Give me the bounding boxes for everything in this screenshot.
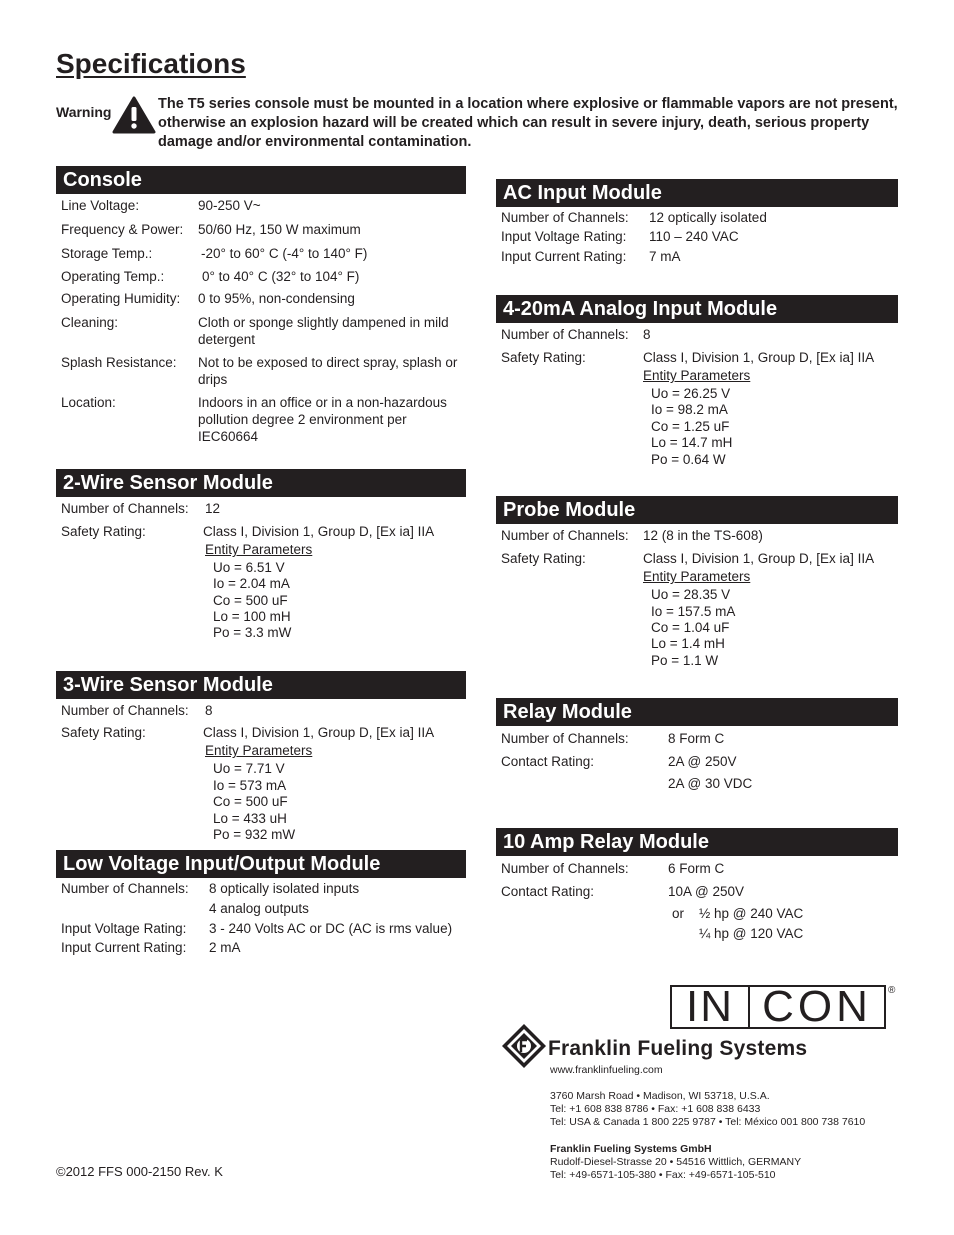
channels-value: 8 Form C <box>668 731 725 746</box>
ac-input-heading: AC Input Module <box>496 179 898 207</box>
channels-value: 12 optically isolated <box>649 210 767 225</box>
spec-label: Storage Temp.: <box>61 246 153 261</box>
spec-label: Frequency & Power: <box>61 222 184 237</box>
franklin-fueling-logo-icon <box>501 1023 547 1069</box>
entity-param: Po = 3.3 mW <box>213 625 292 640</box>
spec-label: Line Voltage: <box>61 198 140 213</box>
input-voltage-value: 3 - 240 Volts AC or DC (AC is rms value) <box>209 921 453 936</box>
spec-value: Not to be exposed to direct spray, splash or drips <box>198 355 458 387</box>
entity-param: Io = 2.04 mA <box>213 576 290 591</box>
input-voltage-value: 110 – 240 VAC <box>649 229 739 244</box>
entity-param: Lo = 14.7 mH <box>651 435 733 450</box>
relay10-heading: 10 Amp Relay Module <box>496 828 898 856</box>
three-wire-heading: 3-Wire Sensor Module <box>56 671 466 699</box>
de-phone: Tel: +49-6571-105-380 • Fax: +49-6571-105-510 <box>550 1169 776 1181</box>
warning-text: The T5 series console must be mounted in a location where explosive or flammable vapors are not present, otherwise an explosion hazard will be created which can result in severe injury, death, serious property damage and/or environmental contamination. <box>158 96 898 150</box>
entity-param: Io = 98.2 mA <box>651 402 728 417</box>
entity-param: Io = 573 mA <box>213 778 287 793</box>
company-name: Franklin Fueling Systems <box>548 1037 808 1060</box>
channels-label: Number of Channels: <box>61 881 189 896</box>
website-link[interactable]: www.franklinfueling.com <box>550 1064 663 1076</box>
channels-value: 12 (8 in the TS-608) <box>643 528 763 543</box>
entity-parameters-label: Entity Parameters <box>643 368 751 383</box>
entity-param: Uo = 6.51 V <box>213 560 285 575</box>
spec-value: 0 to 95%, non-condensing <box>198 291 355 306</box>
channels-label: Number of Channels: <box>501 731 629 746</box>
spec-value: Indoors in an office or in a non-hazardous pollution degree 2 environment per IEC60664 <box>198 395 447 444</box>
entity-param: Io = 157.5 mA <box>651 604 736 619</box>
spec-label: Splash Resistance: <box>61 355 177 370</box>
relay-heading: Relay Module <box>496 698 898 726</box>
contact-rating-value: 10A @ 250V <box>668 884 745 899</box>
us-phone: Tel: +1 608 838 8786 • Fax: +1 608 838 6433 <box>550 1103 761 1115</box>
channels-label: Number of Channels: <box>61 501 189 516</box>
incon-logo-in: IN <box>672 987 750 1027</box>
spec-value: -20° to 60° C (-4° to 140° F) <box>201 246 368 261</box>
spec-label: Operating Humidity: <box>61 291 181 306</box>
entity-param: Lo = 433 uH <box>213 811 287 826</box>
entity-param: Co = 1.25 uF <box>651 419 730 434</box>
safety-value: Class I, Division 1, Group D, [Ex ia] IIA <box>203 725 435 740</box>
de-address: Rudolf-Diesel-Strasse 20 • 54516 Wittlich, GERMANY <box>550 1156 802 1168</box>
or-label: or <box>672 906 685 921</box>
channels-value: 12 <box>205 501 221 516</box>
spec-value: 0° to 40° C (32° to 104° F) <box>202 269 360 284</box>
safety-label: Safety Rating: <box>61 725 146 740</box>
input-current-label: Input Current Rating: <box>61 940 187 955</box>
console-heading: Console <box>56 166 466 194</box>
warning-icon <box>112 96 156 134</box>
channels-label: Number of Channels: <box>501 210 629 225</box>
channels-value: 4 analog outputs <box>209 901 309 916</box>
channels-value: 6 Form C <box>668 861 725 876</box>
entity-param: Co = 1.04 uF <box>651 620 730 635</box>
entity-param: Lo = 100 mH <box>213 609 291 624</box>
registered-mark: ® <box>888 985 896 996</box>
safety-label: Safety Rating: <box>501 551 586 566</box>
entity-param: Uo = 26.25 V <box>651 386 731 401</box>
probe-heading: Probe Module <box>496 496 898 524</box>
spec-label: Operating Temp.: <box>61 269 165 284</box>
us-tollfree: Tel: USA & Canada 1 800 225 9787 • Tel: México 001 800 738 7610 <box>550 1116 866 1128</box>
input-current-value: 7 mA <box>649 249 681 264</box>
safety-label: Safety Rating: <box>61 524 146 539</box>
spec-value: Cloth or sponge slightly dampened in mild detergent <box>198 315 449 347</box>
spec-value: 50/60 Hz, 150 W maximum <box>198 222 361 237</box>
incon-logo <box>670 982 886 1031</box>
entity-parameters-label: Entity Parameters <box>643 569 751 584</box>
gmbh-name: Franklin Fueling Systems GmbH <box>550 1143 712 1155</box>
page-title: Specifications <box>56 48 246 79</box>
input-voltage-label: Input Voltage Rating: <box>501 229 627 244</box>
safety-value: Class I, Division 1, Group D, [Ex ia] IIA <box>203 524 435 539</box>
contact-rating-value: 2A @ 30 VDC <box>668 776 753 791</box>
contact-rating-value: 2A @ 250V <box>668 754 737 769</box>
safety-value: Class I, Division 1, Group D, [Ex ia] IIA <box>643 551 875 566</box>
contact-rating-label: Contact Rating: <box>501 884 595 899</box>
entity-param: Po = 0.64 W <box>651 452 726 467</box>
entity-param: Uo = 28.35 V <box>651 587 731 602</box>
us-address: 3760 Marsh Road • Madison, WI 53718, U.S.A. <box>550 1090 770 1102</box>
contact-rating-value: ¼ hp @ 120 VAC <box>699 926 804 941</box>
input-current-value: 2 mA <box>209 940 241 955</box>
entity-param: Po = 932 mW <box>213 827 296 842</box>
entity-param: Co = 500 uF <box>213 794 288 809</box>
entity-param: Uo = 7.71 V <box>213 761 285 776</box>
entity-parameters-label: Entity Parameters <box>205 743 313 758</box>
copyright: ©2012 FFS 000-2150 Rev. K <box>56 1164 223 1179</box>
channels-value: 8 <box>643 327 651 342</box>
channels-value: 8 optically isolated inputs <box>209 881 360 896</box>
warning-label: Warning <box>56 104 112 120</box>
spec-label: Location: <box>61 395 116 410</box>
input-voltage-label: Input Voltage Rating: <box>61 921 187 936</box>
channels-value: 8 <box>205 703 213 718</box>
entity-param: Lo = 1.4 mH <box>651 636 725 651</box>
safety-value: Class I, Division 1, Group D, [Ex ia] IIA <box>643 350 875 365</box>
spec-value: 90-250 V~ <box>198 198 261 213</box>
low-voltage-heading: Low Voltage Input/Output Module <box>56 850 466 878</box>
channels-label: Number of Channels: <box>501 861 629 876</box>
channels-label: Number of Channels: <box>501 327 629 342</box>
entity-parameters-label: Entity Parameters <box>205 542 313 557</box>
incon-logo-con: CON <box>762 982 872 1031</box>
safety-label: Safety Rating: <box>501 350 586 365</box>
contact-rating-label: Contact Rating: <box>501 754 595 769</box>
input-current-label: Input Current Rating: <box>501 249 627 264</box>
analog-420-heading: 4-20mA Analog Input Module <box>496 295 898 323</box>
entity-param: Co = 500 uF <box>213 593 288 608</box>
two-wire-heading: 2-Wire Sensor Module <box>56 469 466 497</box>
channels-label: Number of Channels: <box>501 528 629 543</box>
spec-label: Cleaning: <box>61 315 119 330</box>
channels-label: Number of Channels: <box>61 703 189 718</box>
entity-param: Po = 1.1 W <box>651 653 719 668</box>
contact-rating-value: ½ hp @ 240 VAC <box>699 906 804 921</box>
